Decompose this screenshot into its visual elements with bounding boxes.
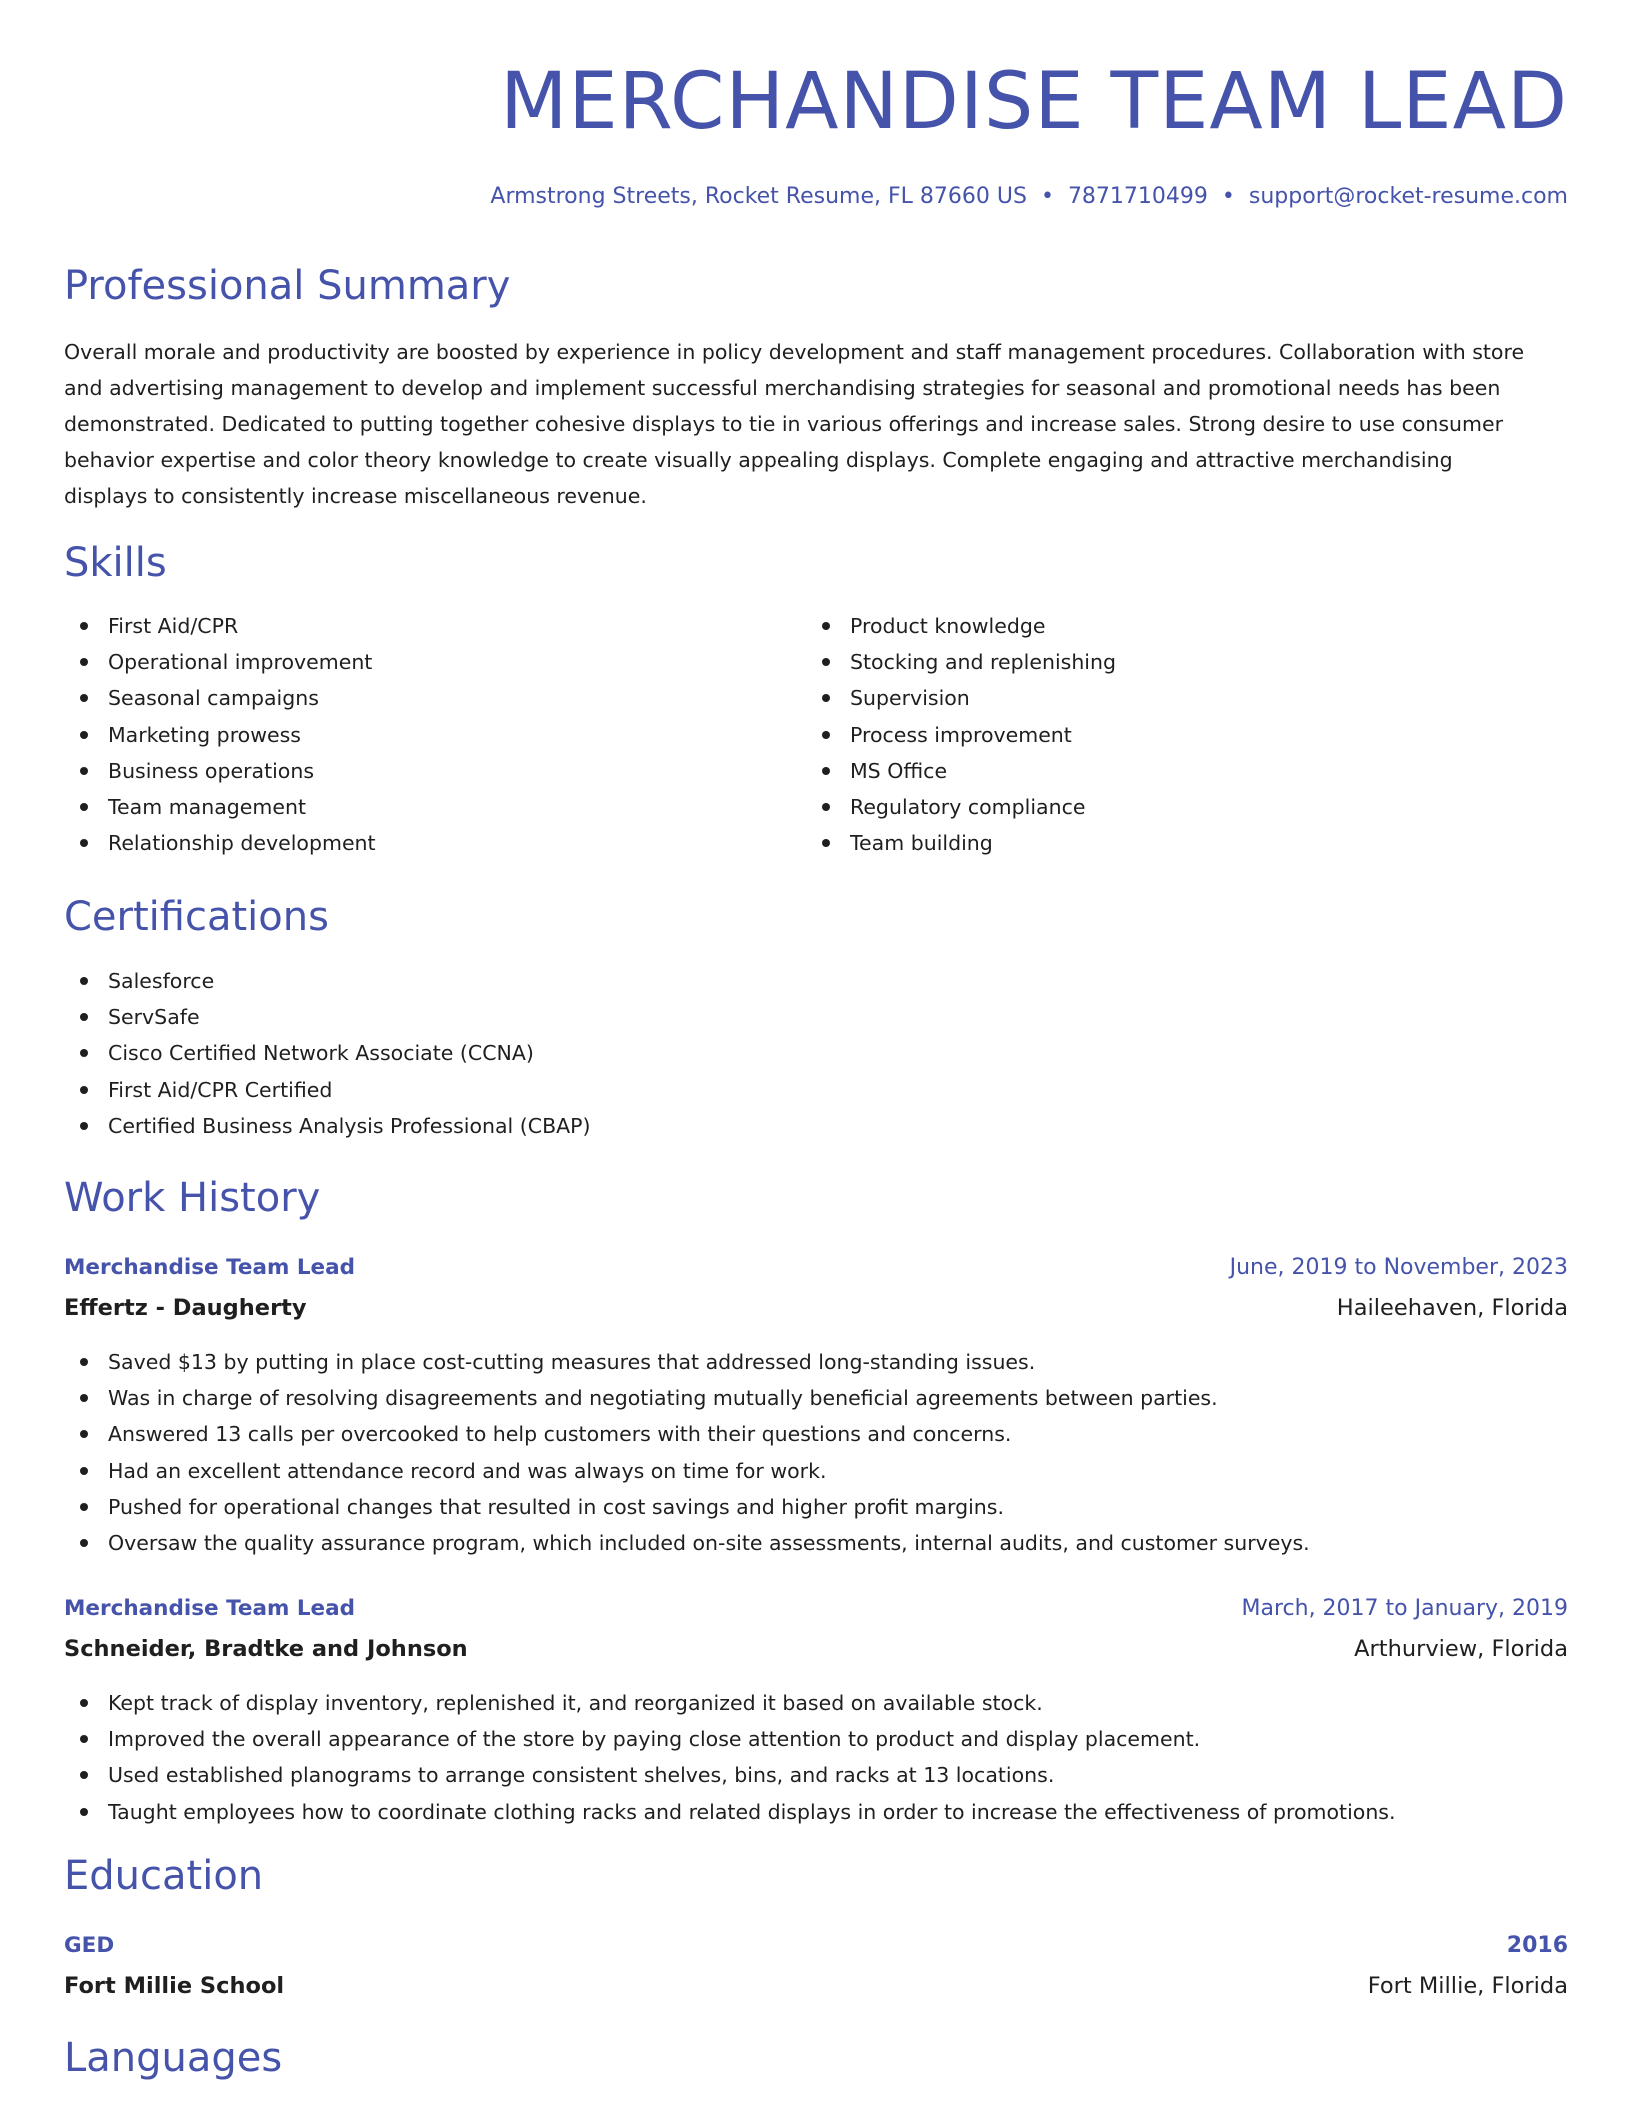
bullet-icon [80, 839, 88, 847]
skills-list-left [64, 608, 376, 861]
job-bullet: Was in charge of resolving disagreements and negotiating mutually beneficial agreements between parties. [64, 1380, 1310, 1416]
bullet-icon [80, 658, 88, 666]
skill-item: Product knowledge [806, 608, 1116, 644]
job-header-row [64, 1251, 1568, 1287]
certification-item: Cisco Certified Network Associate (CCNA) [64, 1035, 591, 1071]
job-dates: June, 2019 to November, 2023 [1229, 1255, 1568, 1280]
summary-line: and advertising management to develop and implement successful merchandising strategies for seasonal and promotional needs has been [64, 376, 1501, 400]
skill-item: MS Office [806, 753, 1116, 789]
contact-separator: • [1040, 184, 1054, 209]
bullet-icon [80, 1013, 88, 1021]
job-bullet: Saved $13 by putting in place cost-cutting measures that addressed long-standing issues. [64, 1344, 1310, 1380]
summary-line: behavior expertise and color theory knowledge to create visually appealing displays. Complete engaging and attractive merchandising [64, 448, 1453, 472]
work-history-heading: Work History [64, 1175, 321, 1221]
certification-item: ServSafe [64, 999, 591, 1035]
skill-item: Stocking and replenishing [806, 644, 1116, 680]
job-bullet: Used established planograms to arrange consistent shelves, bins, and racks at 13 locations. [64, 1757, 1396, 1793]
job-company-row [64, 1290, 1568, 1326]
skills-list-right [806, 608, 1116, 861]
summary-line: Overall morale and productivity are boosted by experience in policy development and staff management procedures. Collaboration with store [64, 340, 1525, 364]
certifications-list [64, 963, 591, 1144]
certification-item: Salesforce [64, 963, 591, 999]
bullet-icon [80, 694, 88, 702]
skill-item: Seasonal campaigns [64, 680, 376, 716]
bullet-icon [80, 1086, 88, 1094]
job-bullet: Answered 13 calls per overcooked to help customers with their questions and concerns. [64, 1416, 1310, 1452]
summary-heading: Professional Summary [64, 263, 511, 309]
languages-heading: Languages [64, 2035, 283, 2081]
bullet-icon [80, 1467, 88, 1475]
bullet-icon [80, 622, 88, 630]
bullet-icon [822, 622, 830, 630]
education-heading: Education [64, 1853, 264, 1899]
skill-item: Team management [64, 789, 376, 825]
bullet-icon [80, 1808, 88, 1816]
bullet-icon [822, 767, 830, 775]
bullet-icon [80, 803, 88, 811]
contact-separator: • [1221, 184, 1235, 209]
contact-email[interactable]: support@rocket-resume.com [1248, 184, 1568, 209]
candidate-name: MERCHANDISE TEAM LEAD [500, 57, 1568, 147]
bullet-icon [80, 1539, 88, 1547]
job-header-row [64, 1592, 1568, 1628]
bullet-icon [822, 839, 830, 847]
bullet-icon [822, 694, 830, 702]
summary-line: demonstrated. Dedicated to putting together cohesive displays to tie in various offerings and increase sales. Strong desire to use consumer [64, 412, 1504, 436]
bullet-icon [80, 1394, 88, 1402]
bullet-icon [80, 731, 88, 739]
skill-item: Team building [806, 825, 1116, 861]
education-school: Fort Millie School [64, 1973, 285, 1999]
job-company: Effertz - Daugherty [64, 1295, 307, 1321]
bullet-icon [80, 1358, 88, 1366]
education-location: Fort Millie, Florida [1367, 1973, 1568, 1999]
job-bullet: Pushed for operational changes that resulted in cost savings and higher profit margins. [64, 1489, 1310, 1525]
skill-item: Process improvement [806, 717, 1116, 753]
certification-item: First Aid/CPR Certified [64, 1072, 591, 1108]
job-bullets [64, 1344, 1310, 1561]
skill-item: Marketing prowess [64, 717, 376, 753]
bullet-icon [80, 1430, 88, 1438]
contact-phone: 7871710499 [1067, 184, 1208, 209]
skill-item: Business operations [64, 753, 376, 789]
bullet-icon [80, 1771, 88, 1779]
summary-text [64, 334, 1568, 514]
job-title: Merchandise Team Lead [64, 1596, 356, 1621]
education-school-row [64, 1968, 1568, 2004]
skill-item: Relationship development [64, 825, 376, 861]
job-bullet: Taught employees how to coordinate clothing racks and related displays in order to increase the effectiveness of promotions. [64, 1794, 1396, 1830]
job-bullet: Kept track of display inventory, replenished it, and reorganized it based on available stock. [64, 1685, 1396, 1721]
summary-line: displays to consistently increase miscellaneous revenue. [64, 484, 647, 508]
bullet-icon [80, 1503, 88, 1511]
bullet-icon [80, 1122, 88, 1130]
job-location: Haileehaven, Florida [1336, 1295, 1568, 1321]
bullet-icon [822, 731, 830, 739]
job-location: Arthurview, Florida [1354, 1636, 1568, 1662]
job-bullet: Oversaw the quality assurance program, which included on-site assessments, internal audits, and customer surveys. [64, 1525, 1310, 1561]
bullet-icon [80, 977, 88, 985]
skills-heading: Skills [64, 540, 167, 586]
skill-item: First Aid/CPR [64, 608, 376, 644]
education-header-row [64, 1929, 1568, 1965]
job-company: Schneider, Bradtke and Johnson [64, 1636, 468, 1662]
bullet-icon [80, 1735, 88, 1743]
bullet-icon [822, 658, 830, 666]
bullet-icon [80, 767, 88, 775]
bullet-icon [822, 803, 830, 811]
job-dates: March, 2017 to January, 2019 [1241, 1596, 1568, 1621]
job-title: Merchandise Team Lead [64, 1255, 356, 1280]
skill-item: Regulatory compliance [806, 789, 1116, 825]
education-year: 2016 [1506, 1933, 1568, 1958]
skill-item: Operational improvement [64, 644, 376, 680]
bullet-icon [80, 1049, 88, 1057]
contact-line [490, 180, 1568, 214]
job-bullet: Improved the overall appearance of the store by paying close attention to product and display placement. [64, 1721, 1396, 1757]
job-bullets [64, 1685, 1396, 1830]
certifications-heading: Certifications [64, 894, 329, 940]
skill-item: Supervision [806, 680, 1116, 716]
job-bullet: Had an excellent attendance record and was always on time for work. [64, 1453, 1310, 1489]
certification-item: Certified Business Analysis Professional (CBAP) [64, 1108, 591, 1144]
education-degree: GED [64, 1933, 115, 1958]
bullet-icon [80, 1699, 88, 1707]
contact-address: Armstrong Streets, Rocket Resume, FL 87660 US [490, 184, 1027, 209]
job-company-row [64, 1631, 1568, 1667]
